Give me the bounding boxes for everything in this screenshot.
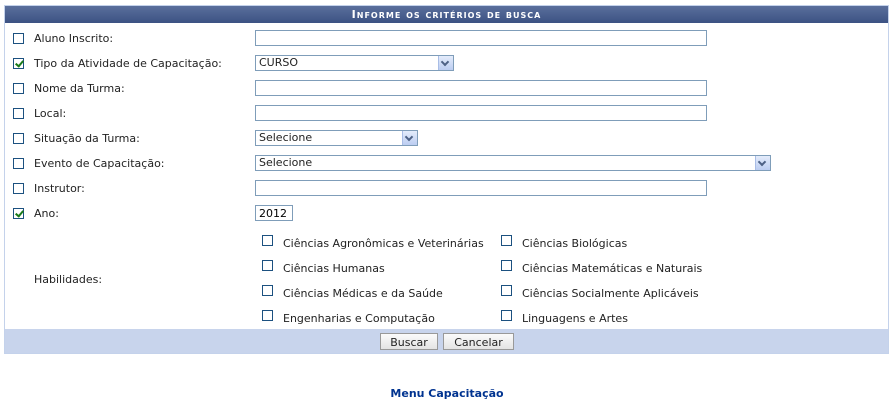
evento-capacitacao-value: Selecione <box>259 156 313 169</box>
instrutor-checkbox[interactable] <box>13 183 24 194</box>
habilidade-matematicas-label: Ciências Matemáticas e Naturais <box>522 262 703 275</box>
habilidade-engenharias-checkbox[interactable] <box>262 310 273 321</box>
situacao-turma-value: Selecione <box>259 131 313 144</box>
habilidade-engenharias-label: Engenharias e Computação <box>283 312 435 325</box>
tipo-atividade-value: CURSO <box>259 56 299 69</box>
search-button[interactable]: Buscar <box>380 333 438 350</box>
local-checkbox[interactable] <box>13 108 24 119</box>
nome-turma-input[interactable] <box>255 80 707 96</box>
habilidade-sociais-label: Ciências Socialmente Aplicáveis <box>522 287 699 300</box>
habilidade-medicas-label: Ciências Médicas e da Saúde <box>283 287 443 300</box>
cancel-button[interactable]: Cancelar <box>443 333 514 350</box>
tipo-atividade-checkbox[interactable] <box>13 58 24 69</box>
chevron-down-icon <box>755 156 770 170</box>
instrutor-input[interactable] <box>255 180 707 196</box>
aluno-inscrito-input[interactable] <box>255 30 707 46</box>
aluno-inscrito-label: Aluno Inscrito: <box>34 32 114 45</box>
habilidade-humanas-checkbox[interactable] <box>262 260 273 271</box>
row-situacao-turma <box>5 127 888 151</box>
habilidade-agronomicas-checkbox[interactable] <box>262 235 273 246</box>
ano-label: Ano: <box>34 207 59 220</box>
habilidade-linguagens-checkbox[interactable] <box>501 310 512 321</box>
tipo-atividade-label: Tipo da Atividade de Capacitação: <box>34 57 222 70</box>
nome-turma-checkbox[interactable] <box>13 83 24 94</box>
habilidade-matematicas-checkbox[interactable] <box>501 260 512 271</box>
row-nome-turma <box>5 77 888 101</box>
habilidade-linguagens-label: Linguagens e Artes <box>522 312 628 325</box>
local-input[interactable] <box>255 105 707 121</box>
situacao-turma-checkbox[interactable] <box>13 133 24 144</box>
row-evento-capacitacao <box>5 152 888 176</box>
row-instrutor <box>5 177 888 201</box>
ano-input[interactable] <box>255 205 293 221</box>
aluno-inscrito-checkbox[interactable] <box>13 33 24 44</box>
form-footer-bar <box>5 329 888 353</box>
instrutor-label: Instrutor: <box>34 182 85 195</box>
tipo-atividade-select[interactable] <box>255 55 454 71</box>
row-tipo-atividade <box>5 52 888 76</box>
local-label: Local: <box>34 107 67 120</box>
search-form-panel <box>4 5 889 354</box>
menu-capacitacao-link[interactable]: Menu Capacitação <box>390 387 504 400</box>
row-ano <box>5 202 888 226</box>
row-local <box>5 102 888 126</box>
evento-capacitacao-select[interactable] <box>255 155 771 171</box>
chevron-down-icon <box>402 131 417 145</box>
habilidade-biologicas-checkbox[interactable] <box>501 235 512 246</box>
habilidade-sociais-checkbox[interactable] <box>501 285 512 296</box>
ano-checkbox[interactable] <box>13 208 24 219</box>
habilidade-agronomicas-label: Ciências Agronômicas e Veterinárias <box>283 237 484 250</box>
habilidade-medicas-checkbox[interactable] <box>262 285 273 296</box>
habilidade-humanas-label: Ciências Humanas <box>283 262 385 275</box>
row-aluno-inscrito <box>5 27 888 51</box>
habilidades-label: Habilidades: <box>34 273 103 286</box>
situacao-turma-select[interactable] <box>255 130 418 146</box>
habilidade-biologicas-label: Ciências Biológicas <box>522 237 628 250</box>
evento-capacitacao-label: Evento de Capacitação: <box>34 157 165 170</box>
evento-capacitacao-checkbox[interactable] <box>13 158 24 169</box>
panel-header: Informe os critérios de busca <box>5 6 888 23</box>
chevron-down-icon <box>438 56 453 70</box>
situacao-turma-label: Situação da Turma: <box>34 132 140 145</box>
nome-turma-label: Nome da Turma: <box>34 82 125 95</box>
